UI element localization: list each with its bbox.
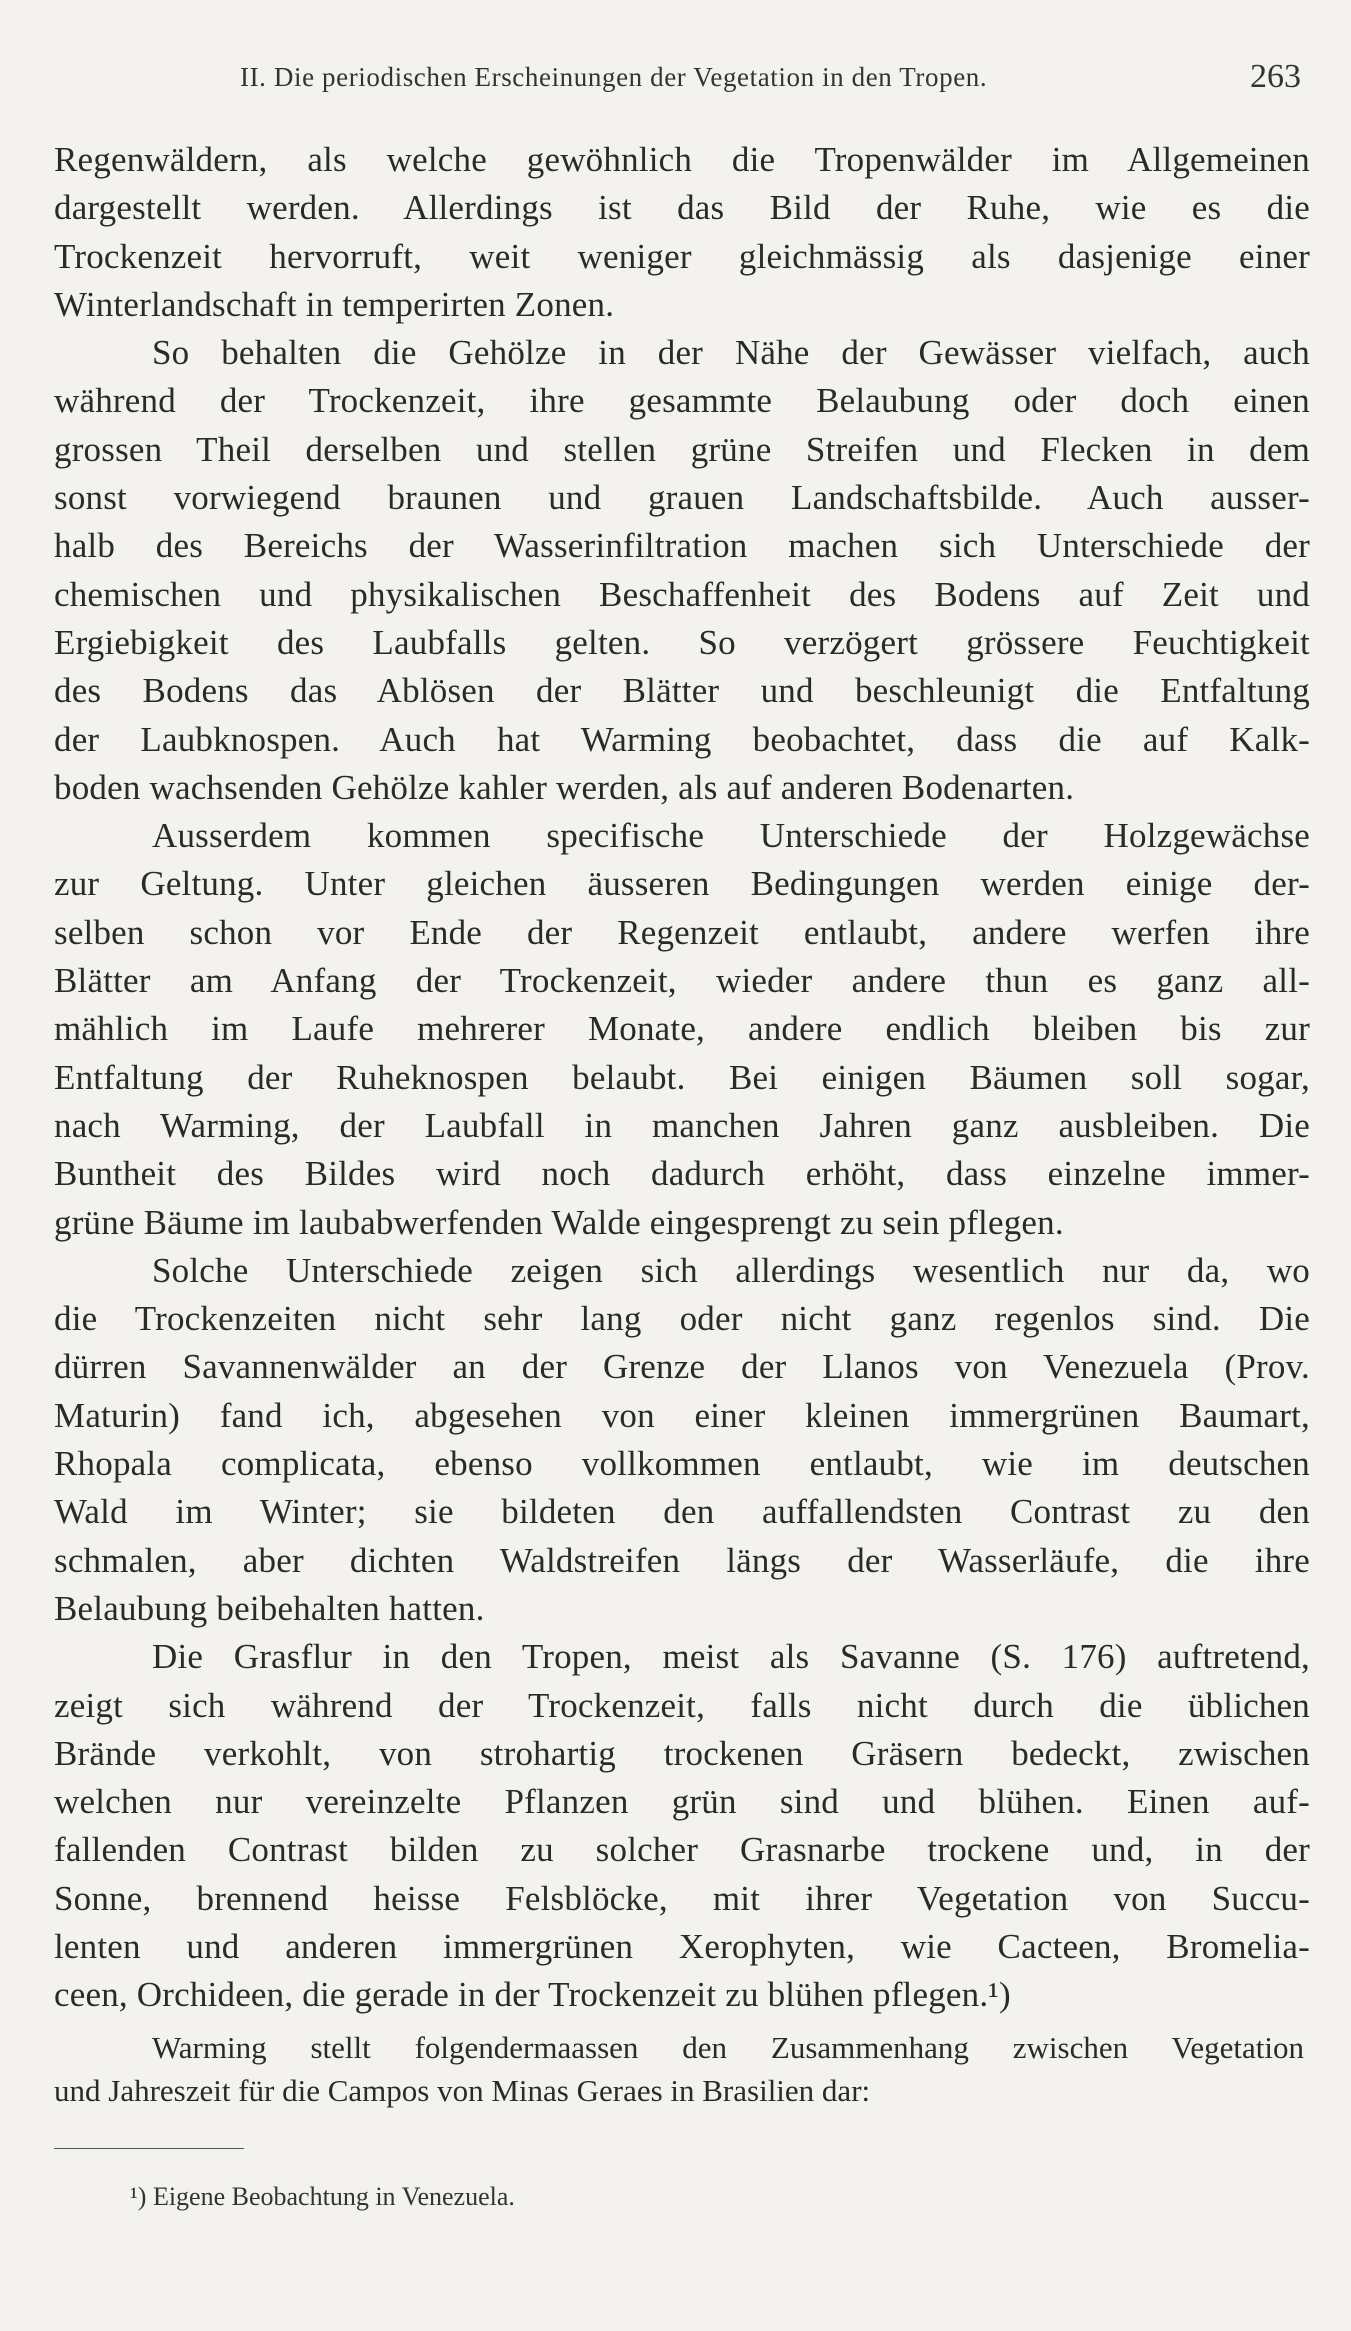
- text-line: Wald im Winter; sie bildeten den auffallendsten Contrast zu den: [54, 1492, 1310, 1532]
- text-line: Regenwäldern, als welche gewöhnlich die Tropenwälder im Allgemeinen: [54, 140, 1310, 179]
- text-line: Trockenzeit hervorruft, weit weniger gleichmässig als dasjenige einer: [54, 236, 1310, 276]
- text-line: Buntheit des Bildes wird noch dadurch erhöht, dass einzelne immer-: [54, 1154, 1310, 1194]
- text-line: Rhopala complicata, ebenso vollkommen entlaubt, wie im deutschen: [54, 1444, 1310, 1484]
- text-line: chemischen und physikalischen Beschaffenheit des Bodens auf Zeit und: [54, 574, 1310, 614]
- footnote: ¹) Eigene Beobachtung in Venezuela.: [130, 2182, 515, 2211]
- text-line: sonst vorwiegend braunen und grauen Landschaftsbilde. Auch ausser-: [54, 478, 1310, 518]
- text-line: Sonne, brennend heisse Felsblöcke, mit ihrer Vegetation von Succu-: [54, 1878, 1310, 1918]
- text-line: und Jahreszeit für die Campos von Minas Geraes in Brasilien dar:: [54, 2073, 871, 2108]
- body-text: [54, 136, 1310, 2020]
- text-line: lenten und anderen immergrünen Xerophyten, wie Cacteen, Bromelia-: [54, 1926, 1310, 1966]
- text-line: Winterlandschaft in temperirten Zonen.: [54, 284, 615, 324]
- text-line: schmalen, aber dichten Waldstreifen längs der Wasserläufe, die ihre: [54, 1540, 1310, 1580]
- text-line: die Trockenzeiten nicht sehr lang oder nicht ganz regenlos sind. Die: [54, 1299, 1310, 1339]
- text-line: Ergiebigkeit des Laubfalls gelten. So verzögert grössere Feuchtigkeit: [54, 622, 1310, 662]
- text-line: Die Grasflur in den Tropen, meist als Savanne (S. 176) auftretend,: [152, 1637, 1310, 1677]
- text-line: zur Geltung. Unter gleichen äusseren Bedingungen werden einige der-: [54, 864, 1310, 904]
- text-line: Maturin) fand ich, abgesehen von einer kleinen immergrünen Baumart,: [54, 1395, 1310, 1435]
- text-line: halb des Bereichs der Wasserinfiltration machen sich Unterschiede der: [54, 526, 1310, 566]
- page-number: 263: [1250, 58, 1301, 95]
- text-line: Brände verkohlt, von strohartig trockenen Gräsern bedeckt, zwischen: [54, 1733, 1310, 1773]
- text-line: boden wachsenden Gehölze kahler werden, als auf anderen Bodenarten.: [54, 767, 1075, 807]
- table-intro-text: [54, 2026, 1304, 2112]
- text-line: zeigt sich während der Trockenzeit, falls nicht durch die üblichen: [54, 1685, 1310, 1725]
- text-line: nach Warming, der Laubfall in manchen Jahren ganz ausbleiben. Die: [54, 1105, 1310, 1145]
- text-line: selben schon vor Ende der Regenzeit entlaubt, andere werfen ihre: [54, 912, 1310, 952]
- text-line: Ausserdem kommen specifische Unterschiede der Holzgewächse: [152, 816, 1310, 856]
- text-line: Solche Unterschiede zeigen sich allerdings wesentlich nur da, wo: [152, 1250, 1310, 1290]
- text-line: So behalten die Gehölze in der Nähe der Gewässer vielfach, auch: [152, 333, 1310, 373]
- text-line: grossen Theil derselben und stellen grüne Streifen und Flecken in dem: [54, 429, 1310, 469]
- text-line: dürren Savannenwälder an der Grenze der Llanos von Venezuela (Prov.: [54, 1347, 1310, 1387]
- running-title: II. Die periodischen Erscheinungen der Vegetation in den Tropen.: [240, 62, 988, 92]
- text-line: des Bodens das Ablösen der Blätter und beschleunigt die Entfaltung: [54, 671, 1310, 711]
- text-line: Warming stellt folgendermaassen den Zusammenhang zwischen Vegetation: [152, 2030, 1304, 2065]
- text-line: welchen nur vereinzelte Pflanzen grün sind und blühen. Einen auf-: [54, 1782, 1310, 1822]
- text-line: ceen, Orchideen, die gerade in der Trockenzeit zu blühen pflegen.¹): [54, 1975, 1011, 2015]
- text-line: Belaubung beibehalten hatten.: [54, 1588, 485, 1628]
- text-line: grüne Bäume im laubabwerfenden Walde eingesprengt zu sein pflegen.: [54, 1202, 1064, 1242]
- footnote-rule: [54, 2148, 244, 2149]
- text-line: der Laubknospen. Auch hat Warming beobachtet, dass die auf Kalk-: [54, 719, 1310, 759]
- text-line: während der Trockenzeit, ihre gesammte Belaubung oder doch einen: [54, 381, 1310, 421]
- text-line: Blätter am Anfang der Trockenzeit, wieder andere thun es ganz all-: [54, 961, 1310, 1001]
- text-line: mählich im Laufe mehrerer Monate, andere endlich bleiben bis zur: [54, 1009, 1310, 1049]
- text-line: Entfaltung der Ruheknospen belaubt. Bei einigen Bäumen soll sogar,: [54, 1057, 1310, 1097]
- text-line: dargestellt werden. Allerdings ist das Bild der Ruhe, wie es die: [54, 188, 1310, 228]
- text-line: fallenden Contrast bilden zu solcher Grasnarbe trockene und, in der: [54, 1830, 1310, 1870]
